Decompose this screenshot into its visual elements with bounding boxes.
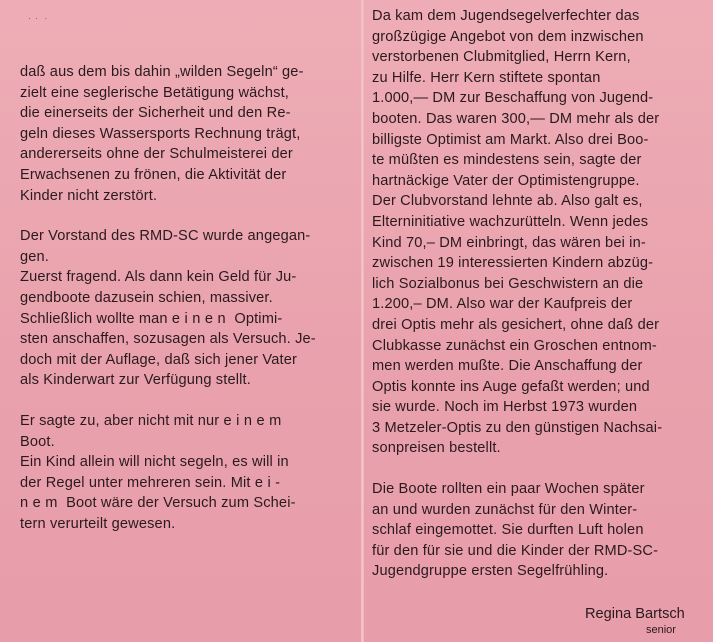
emphasis-spaced: einen	[171, 310, 231, 327]
text-line: Der Clubvorstand lehnte ab. Also galt es,	[372, 193, 643, 210]
text-line: Kinder nicht zerstört.	[20, 187, 158, 204]
text-line: 1.200,– DM. Also war der Kaufpreis der	[372, 296, 633, 313]
text-line: sonpreisen bestellt.	[372, 440, 501, 457]
text-line: Da kam dem Jugendsegelverfechter das	[372, 8, 640, 24]
text-line: als Kinderwart zur Verfügung stellt.	[20, 372, 251, 389]
text-line: gen.	[20, 248, 50, 265]
text-fragment: Er sagte zu, aber nicht mit nur	[20, 412, 220, 429]
text-line: Clubkasse zunächst ein Groschen entnom-	[372, 337, 657, 354]
text-line: 1.000,— DM zur Beschaffung von Jugend-	[372, 90, 654, 107]
right-column	[372, 6, 712, 582]
text-line: Die Boote rollten ein paar Wochen später	[372, 481, 645, 498]
text-line	[20, 473, 350, 494]
text-line: hartnäckige Vater der Optimistengruppe.	[372, 172, 640, 189]
text-line: Zuerst fragend. Als dann kein Geld für Ju-	[20, 269, 297, 286]
emphasis-spaced: nem	[20, 495, 62, 512]
text-line: Der Vorstand des RMD-SC wurde angegan-	[20, 228, 311, 245]
text-fragment: Boot wäre der Versuch zum Schei-	[66, 495, 296, 512]
text-line: Boot.	[20, 433, 55, 450]
text-line: lich Sozialbonus bei Geschwistern an die	[372, 275, 644, 292]
text-line: gendboote dazusein schien, massiver.	[20, 289, 273, 306]
text-line: sten anschaffen, sozusagen als Versuch. Je-	[20, 331, 316, 348]
text-line: geln dieses Wassersports Rechnung trägt,	[20, 125, 301, 142]
text-line: andererseits ohne der Schulmeisterei der	[20, 146, 293, 163]
text-line: Optis konnte ins Auge gefaßt werden; und	[372, 378, 650, 395]
author-suffix: senior	[646, 624, 676, 636]
text-line: verstorbenen Clubmitglied, Herrn Kern,	[372, 49, 631, 66]
text-line: Jugendgruppe ersten Segelfrühling.	[372, 563, 609, 580]
text-line: men werden mußte. Die Anschaffung der	[372, 358, 643, 375]
text-line: für den für sie und die Kinder der RMD-SC-	[372, 542, 659, 559]
text-line	[20, 411, 350, 432]
text-line: zu Hilfe. Herr Kern stiftete spontan	[372, 69, 601, 86]
emphasis-spaced: ei-	[254, 474, 285, 491]
text-line: die einerseits der Sicherheit und den Re-	[20, 105, 291, 122]
text-line: zielt eine seglerische Betätigung wächst,	[20, 84, 289, 101]
text-fragment: Schließlich wollte man	[20, 310, 168, 327]
emphasis-spaced: einem	[223, 412, 286, 429]
text-line: Ein Kind allein will nicht segeln, es will in	[20, 454, 289, 471]
text-fragment: Optimi-	[234, 310, 283, 327]
text-line: tern verurteilt gewesen.	[20, 515, 176, 532]
text-line: schlaf eingemottet. Sie durften Luft holen	[372, 522, 644, 539]
text-line: Kind 70,– DM einbringt, das wären bei in-	[372, 234, 646, 251]
column-divider	[361, 0, 364, 642]
text-line	[20, 493, 350, 514]
text-line: booten. Das waren 300,— DM mehr als der	[372, 110, 660, 127]
text-fragment: der Regel unter mehreren sein. Mit	[20, 474, 251, 491]
text-line: Erwachsenen zu frönen, die Aktivität der	[20, 166, 287, 183]
text-line: te müßten es mindestens sein, sagte der	[372, 152, 642, 169]
author-name: Regina Bartsch	[585, 606, 685, 622]
left-column	[20, 62, 350, 534]
text-line	[20, 309, 350, 330]
text-line: billigste Optimist am Markt. Also drei Boo-	[372, 131, 649, 148]
text-line: großzügige Angebot von dem inzwischen	[372, 28, 644, 45]
text-line: Elterninitiative wachzurütteln. Wenn jedes	[372, 213, 649, 230]
text-line: zwischen 19 interessierten Kindern abzüg-	[372, 255, 654, 272]
text-line: doch mit der Auflage, daß sich jener Vater	[20, 351, 297, 368]
text-line: an und wurden zunächst für den Winter-	[372, 501, 638, 518]
print-specks: · · ·	[28, 14, 48, 23]
text-line: drei Optis mehr als gesichert, ohne daß der	[372, 316, 660, 333]
text-line: sie wurde. Noch im Herbst 1973 wurden	[372, 399, 638, 416]
text-line: daß aus dem bis dahin „wilden Segeln“ ge-	[20, 64, 304, 80]
text-line: 3 Metzeler-Optis zu den günstigen Nachsai-	[372, 419, 663, 436]
